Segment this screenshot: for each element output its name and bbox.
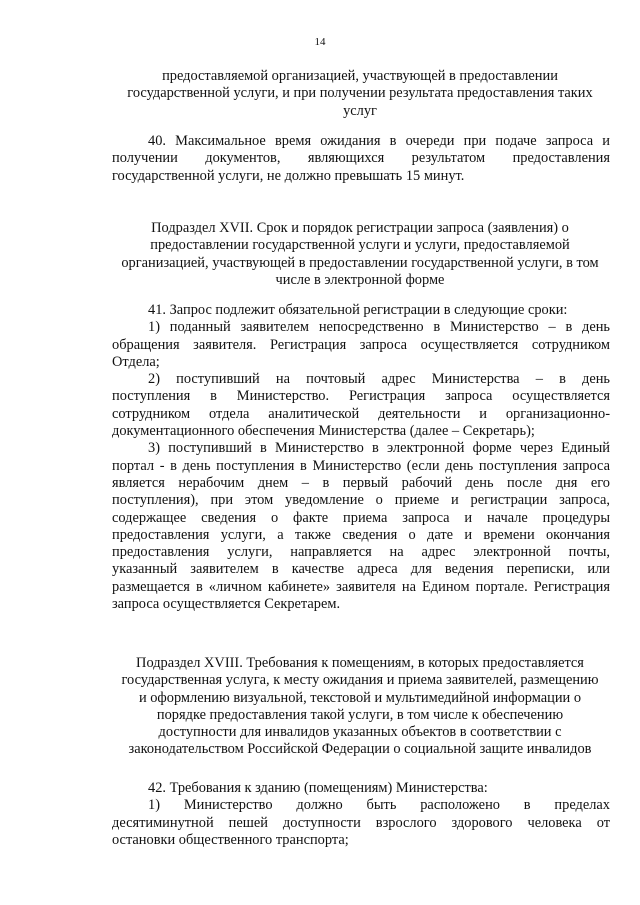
p41-line: 3) поступивший в Министерство в электронной форме через Единый [148, 440, 610, 457]
p41-line: 1) поданный заявителем непосредственно в Министерство – в день [148, 319, 610, 336]
p41-line: предоставления услуги, а также сведения о дате и времени окончания [112, 526, 610, 543]
prev-tail-line: государственной услуги, и при получении результата предоставления таких [127, 85, 593, 102]
p42-line: десятиминутной пешей доступности взрослого здорового человека от [112, 814, 610, 831]
p41-line: портал - в день поступления в Министерство (если день поступления запроса [112, 457, 610, 474]
p40-line: получении документов, являющихся результатом предоставления [112, 150, 610, 167]
heading-17-line: числе в электронной форме [275, 271, 445, 288]
previous-paragraph-tail [100, 68, 620, 120]
subsection-heading-xviii [100, 655, 620, 759]
paragraph-41 [112, 302, 610, 613]
heading-17-line: организацией, участвующей в предоставлении государственной услуги, в том [121, 254, 599, 271]
heading-18-line: законодательством Российской Федерации о социальной защите инвалидов [128, 741, 592, 758]
prev-tail-line: предоставляемой организацией, участвующей в предоставлении [162, 68, 558, 84]
p41-line: содержащее сведения о факте приема запроса и начале процедуры [112, 509, 610, 526]
p41-line: документационного обеспечения Министерства (далее – Секретарь); [112, 423, 535, 440]
heading-18-line: государственная услуга, к месту ожидания и приема заявителей, размещению [121, 672, 599, 689]
p42-line: 42. Требования к зданию (помещениям) Министерства: [148, 780, 488, 796]
heading-18-line: Подраздел XVIII. Требования к помещениям, в которых предоставляется [136, 655, 584, 671]
heading-18-line: доступности для инвалидов указанных объектов в соответствии с [158, 724, 562, 741]
p41-line: предоставления услуги, направляется на адрес электронной почты, [112, 544, 610, 561]
p42-line: 1) Министерство должно быть расположено в пределах [148, 797, 610, 814]
p41-line: обращения заявителя. Регистрация запроса осуществляется сотрудником [112, 336, 610, 353]
p40-line: 40. Максимальное время ожидания в очереди при подаче запроса и [148, 133, 610, 149]
subsection-heading-xvii [100, 220, 620, 289]
page-number: 14 [314, 36, 326, 48]
p42-line: остановки общественного транспорта; [112, 831, 349, 848]
heading-17-line: Подраздел XVII. Срок и порядок регистрации запроса (заявления) о [151, 220, 569, 236]
p40-line: государственной услуги, не должно превышать 15 минут. [112, 167, 465, 184]
heading-18-line: и оформлению визуальной, текстовой и мультимедийной информации о [138, 689, 582, 706]
paragraph-40 [112, 133, 610, 185]
p41-line: Отдела; [112, 353, 160, 370]
p41-line: сотрудником отдела аналитической деятельности и организационно- [112, 405, 610, 422]
p41-line: поступления), при этом уведомление о приеме и регистрации запроса, [112, 492, 610, 509]
p41-line: размещается в «личном кабинете» заявителя на Едином портале. Регистрация [112, 578, 610, 595]
p41-line: запроса осуществляется Секретарем. [112, 596, 341, 613]
heading-18-line: порядке предоставления такой услуги, в том числе к обеспечению [156, 706, 564, 723]
p41-line: указанный заявителем в качестве адреса для ведения переписки, или [112, 561, 610, 578]
paragraph-42 [112, 780, 610, 849]
prev-tail-line: услуг [343, 102, 377, 119]
p41-line: 41. Запрос подлежит обязательной регистрации в следующие сроки: [148, 302, 568, 318]
p41-line: поступления в Министерство. Регистрация запроса осуществляется [112, 388, 610, 405]
p41-line: 2) поступивший на почтовый адрес Министерства – в день [148, 371, 610, 388]
p41-line: является нерабочим днем – в первый рабочий день после дня его [112, 474, 610, 491]
heading-17-line: предоставлении государственной услуги и услуги, предоставляемой [150, 237, 570, 254]
